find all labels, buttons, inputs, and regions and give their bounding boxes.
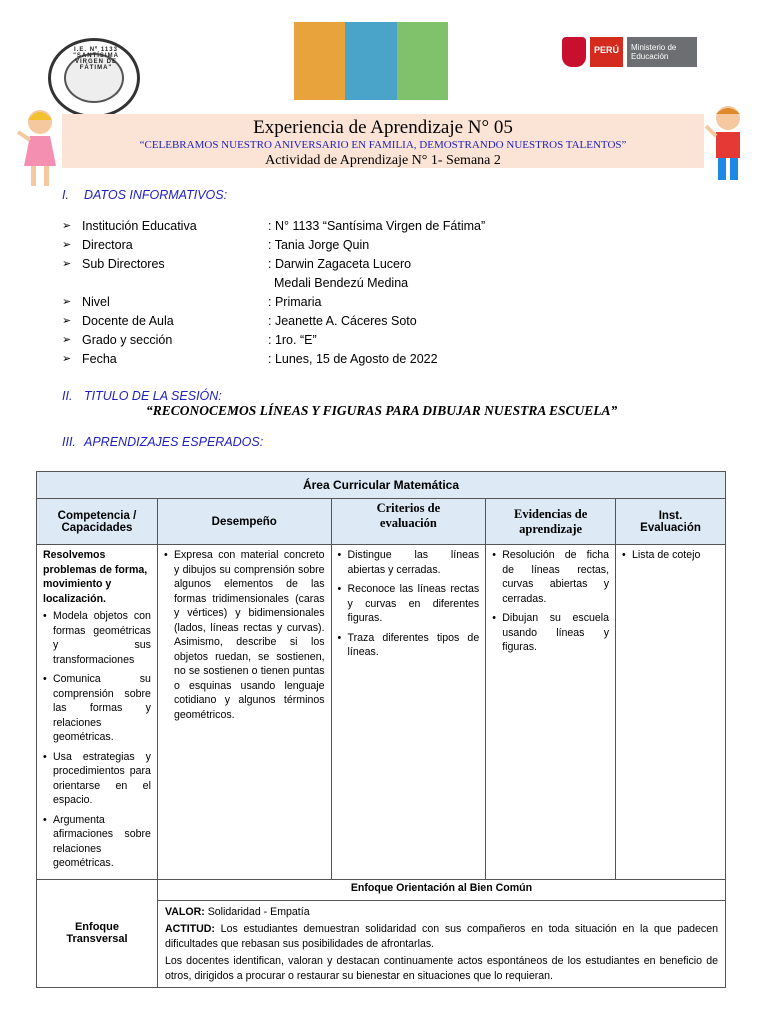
arrow-bullet-icon: ➢ [62, 315, 72, 327]
header-instrumento: Inst. Evaluación [616, 499, 726, 545]
peru-label: PERÚ [590, 37, 623, 67]
evidencias-cell [486, 545, 616, 880]
arrow-bullet-icon: ➢ [62, 334, 72, 346]
section-1-number: I. [62, 188, 69, 202]
capacidad-item: • Argumenta afirmaciones sobre relaciones geométricas. [43, 813, 151, 871]
area-header: Área Curricular Matemática [37, 472, 726, 499]
info-label: Docente de Aula [82, 313, 174, 328]
instrumento-item: • Lista de cotejo [622, 548, 719, 563]
valor-text: Solidaridad - Empatía [204, 905, 310, 918]
desempeno-item: • Expresa con material concreto y dibujos su comprensión sobre algunos elementos de las formas tridimensionales (caras y vértices) y bidimensionales (lados, líneas rectas y curvas). Asimismo, describe si los objetos ruedan, se sostienen, no se sostienen o tienen puntas o esquinas usando lenguaje cotidiano y algunos términos geométricos. [164, 548, 325, 722]
info-value: : N° 1133 “Santísima Virgen de Fátima” [268, 218, 486, 233]
instrumento-cell [616, 545, 726, 880]
learning-table [36, 471, 726, 988]
criterios-cell [331, 545, 486, 880]
section-3-title: APRENDIZAJES ESPERADOS: [84, 435, 264, 449]
header-evidencias: Evidencias de aprendizaje [486, 499, 616, 545]
capacidad-item: • Comunica su comprensión sobre las formas y relaciones geométricas. [43, 672, 151, 745]
enfoque-content [157, 900, 725, 988]
ministerio-label: Ministerio de Educación [627, 37, 697, 67]
peru-shield-icon [562, 37, 586, 67]
section-1-heading [62, 188, 227, 202]
info-value: Medali Bendezú Medina [274, 275, 409, 290]
arrow-bullet-icon: ➢ [62, 258, 72, 270]
arrow-bullet-icon: ➢ [62, 353, 72, 365]
info-list [62, 216, 485, 368]
capacidad-item: • Usa estrategias y procedimientos para orientarse en el espacio. [43, 750, 151, 808]
info-label: Sub Directores [82, 256, 165, 271]
info-row [62, 292, 485, 311]
info-label: Fecha [82, 351, 117, 366]
info-row [62, 273, 485, 292]
info-value: : Lunes, 15 de Agosto de 2022 [268, 351, 438, 366]
info-value: : Primaria [268, 294, 322, 309]
criterio-item: • Distingue las líneas abiertas y cerradas. [338, 548, 480, 577]
actitud-label: ACTITUD: [164, 923, 215, 935]
criterio-item: • Traza diferentes tipos de líneas. [338, 631, 480, 660]
actitud-text: Los estudiantes demuestran solidaridad con sus compañeros en toda situación en la que padecen dificultades que rebasan sus posibilidades de afrontarlas. [164, 923, 718, 950]
page-title: Experiencia de Aprendizaje N° 05 [253, 117, 513, 138]
info-value: : 1ro. “E” [268, 332, 317, 347]
competencia-cell [37, 545, 158, 880]
enfoque-title: Enfoque Orientación al Bien Común [157, 879, 725, 900]
section-2-number: II. [62, 389, 73, 403]
students-illustration [294, 22, 448, 100]
evidencia-item: • Resolución de ficha de líneas rectas, curvas abiertas y cerradas. [492, 548, 609, 606]
page-subtitle: “CELEBRAMOS NUESTRO ANIVERSARIO EN FAMILIA, DEMOSTRANDO NUESTROS TALENTOS” [139, 139, 627, 151]
activity-title: Actividad de Aprendizaje N° 1- Semana 2 [265, 153, 501, 168]
info-row [62, 349, 485, 368]
info-label: Directora [82, 237, 133, 252]
arrow-bullet-icon: ➢ [62, 220, 72, 232]
seal-text: I.E. Nº 1133 "SANTÍSIMA VIRGEN DE FÁTIMA" [73, 47, 119, 71]
arrow-bullet-icon: ➢ [62, 296, 72, 308]
section-3-number: III. [62, 435, 76, 449]
section-2-heading [62, 389, 222, 403]
section-2-title: TITULO DE LA SESIÓN: [84, 389, 222, 403]
info-label: Grado y sección [82, 332, 173, 347]
session-title: “RECONOCEMOS LÍNEAS Y FIGURAS PARA DIBUJAR NUESTRA ESCUELA” [146, 403, 618, 418]
section-1-title: DATOS INFORMATIVOS: [84, 188, 228, 202]
info-value: : Darwin Zagaceta Lucero [268, 256, 412, 271]
enfoque-label: Enfoque Transversal [37, 879, 158, 988]
info-row [62, 235, 485, 254]
title-box [62, 114, 704, 168]
arrow-bullet-icon: ➢ [62, 239, 72, 251]
criterio-item: • Reconoce las líneas rectas y curvas en diferentes figuras. [338, 582, 480, 626]
info-row [62, 216, 485, 235]
capacidad-item: • Modela objetos con formas geométricas y sus transformaciones [43, 609, 151, 667]
header-criterios: Criterios de evaluación [331, 499, 486, 545]
info-row [62, 311, 485, 330]
minedu-logo [562, 32, 700, 72]
competencia-text: Resolvemos problemas de forma, movimiento y localización. [43, 549, 148, 605]
header-desempeno: Desempeño [157, 499, 331, 545]
info-label: Nivel [82, 294, 110, 309]
docentes-text: Los docentes identifican, valoran y destacan continuamente actos espontáneos de los estudiantes en beneficio de otros, dirigidos a procurar o restaurar su bienestar en situaciones que lo requieran. [164, 955, 718, 982]
info-row [62, 254, 485, 273]
info-row [62, 330, 485, 349]
girl-illustration-icon [16, 104, 64, 194]
info-value: : Tania Jorge Quin [268, 237, 370, 252]
desempeno-cell [157, 545, 331, 880]
section-3-heading [62, 435, 263, 449]
boy-illustration-icon [704, 100, 752, 190]
evidencia-item: • Dibujan su escuela usando líneas y figuras. [492, 611, 609, 655]
info-label: Institución Educativa [82, 218, 197, 233]
header-competencia: Competencia / Capacidades [37, 499, 158, 545]
valor-label: VALOR: [164, 905, 205, 918]
info-value: : Jeanette A. Cáceres Soto [268, 313, 417, 328]
